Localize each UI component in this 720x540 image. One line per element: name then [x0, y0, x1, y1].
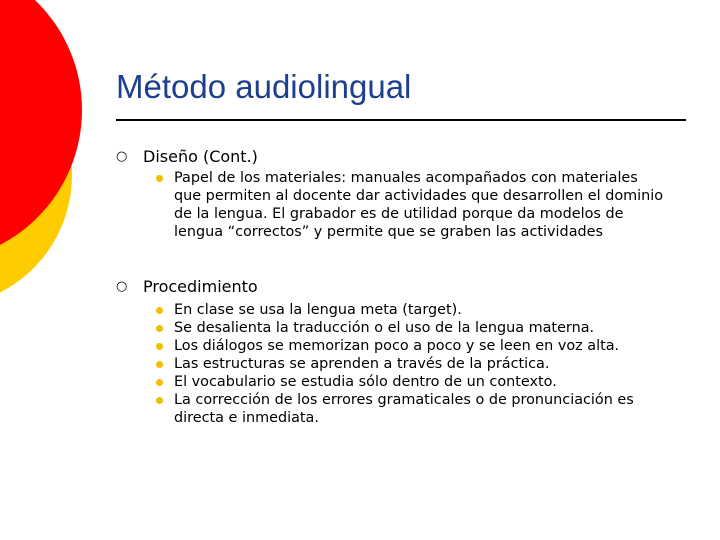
filled-dot-icon	[156, 379, 163, 386]
filled-dot-icon	[156, 361, 163, 368]
list-item-text: El vocabulario se estudia sólo dentro de un contexto.	[174, 374, 557, 390]
filled-dot-icon	[156, 397, 163, 404]
list-item-text: La corrección de los errores gramaticales o de pronunciación es directa e inmediata.	[174, 392, 634, 426]
filled-dot-icon	[156, 175, 163, 182]
section-heading-procedimiento: Procedimiento	[143, 277, 258, 296]
hollow-circle-icon: ○	[116, 279, 128, 294]
list-item-text: En clase se usa la lengua meta (target).	[174, 302, 462, 318]
filled-dot-icon	[156, 307, 163, 314]
decorative-circles	[0, 0, 100, 320]
list-item	[174, 169, 664, 241]
list-item-text: Las estructuras se aprenden a través de la práctica.	[174, 356, 550, 372]
list-item-text: Los diálogos se memorizan poco a poco y se leen en voz alta.	[174, 338, 620, 354]
procedimiento-list	[174, 301, 684, 427]
list-item	[174, 391, 684, 427]
list-item-text: Se desalienta la traducción o el uso de la lengua materna.	[174, 320, 595, 336]
filled-dot-icon	[156, 343, 163, 350]
section-heading-diseno: Diseño (Cont.)	[143, 147, 258, 166]
title-divider	[116, 119, 686, 121]
slide-title: Método audiolingual	[116, 68, 412, 105]
list-item	[174, 373, 684, 391]
hollow-circle-icon: ○	[116, 149, 128, 164]
list-item	[174, 355, 684, 373]
filled-dot-icon	[156, 325, 163, 332]
list-item	[174, 337, 684, 355]
list-item-text: Papel de los materiales: manuales acompañados con materiales que permiten al docente dar actividades que desarrollen el dominio de la lengua. El grabador es de utilidad porque da modelos de lengua “correctos” y permite que se graben las actividades	[174, 170, 664, 240]
list-item	[174, 301, 684, 319]
list-item	[174, 319, 684, 337]
diseno-list	[174, 169, 664, 241]
